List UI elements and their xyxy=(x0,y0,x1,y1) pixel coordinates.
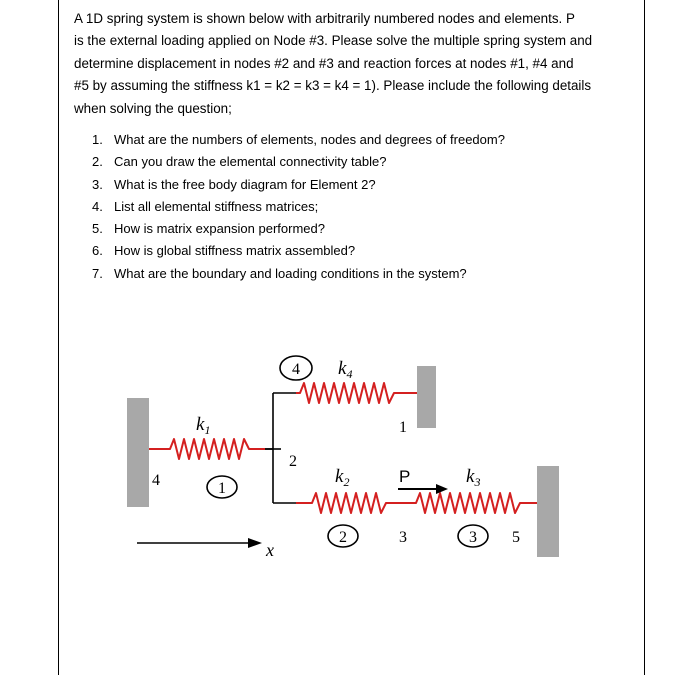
label-k3: $k_3$ xyxy=(466,466,481,489)
element-1-label: 1 xyxy=(218,480,226,497)
question-text: What are the boundary and loading conditions in the system? xyxy=(114,265,467,281)
question-text: How is global stiffness matrix assembled? xyxy=(114,243,356,259)
question-text: What are the numbers of elements, nodes and degrees of freedom? xyxy=(114,132,505,147)
element-2-label: 2 xyxy=(339,529,347,546)
element-3-label: 3 xyxy=(469,529,477,546)
question-number: 6. xyxy=(92,243,103,259)
node-4-label: 4 xyxy=(152,472,160,489)
x-axis-arrow xyxy=(137,538,262,548)
problem-line-2: is the external loading applied on Node #3. Please solve the multiple spring system and xyxy=(74,33,593,49)
question-number: 5. xyxy=(92,221,103,237)
question-text: What is the free body diagram for Element 2? xyxy=(114,176,376,192)
spring-k3 xyxy=(403,493,537,513)
element-4-label: 4 xyxy=(292,361,300,378)
node-1-label: 1 xyxy=(399,419,407,436)
label-k4: $k_4$ xyxy=(338,358,353,381)
spring-k2 xyxy=(296,493,403,513)
bottom-right-wall xyxy=(537,466,559,557)
problem-line-4: #5 by assuming the stiffness k1 = k2 = k3 = k4 = 1). Please include the following details xyxy=(74,78,592,94)
spring-k1 xyxy=(149,439,265,459)
problem-line-3: determine displacement in nodes #2 and #3 and reaction forces at nodes #1, #4 and xyxy=(74,55,574,71)
rigid-connector xyxy=(265,393,296,503)
axis-label: x xyxy=(266,540,274,560)
top-right-wall xyxy=(417,366,436,428)
left-wall xyxy=(127,398,149,507)
label-k2: $k_2$ xyxy=(335,466,350,489)
node-3-label: 3 xyxy=(399,529,407,546)
problem-line-5: when solving the question; xyxy=(74,100,232,116)
question-number: 1. xyxy=(92,132,103,147)
question-text: List all elemental stiffness matrices; xyxy=(114,198,319,214)
problem-line-1: A 1D spring system is shown below with arbitrarily numbered nodes and elements. P xyxy=(74,11,575,26)
node-5-label: 5 xyxy=(512,529,520,546)
load-label: P xyxy=(399,467,411,486)
label-k1: $k_1$ xyxy=(196,414,211,437)
question-number: 7. xyxy=(92,265,103,281)
question-number: 2. xyxy=(92,154,103,170)
question-number: 4. xyxy=(92,198,103,214)
question-text: How is matrix expansion performed? xyxy=(114,221,325,237)
node-2-label: 2 xyxy=(289,453,297,470)
spring-k4 xyxy=(296,383,417,403)
question-number: 3. xyxy=(92,176,103,192)
question-text: Can you draw the elemental connectivity table? xyxy=(114,154,387,170)
